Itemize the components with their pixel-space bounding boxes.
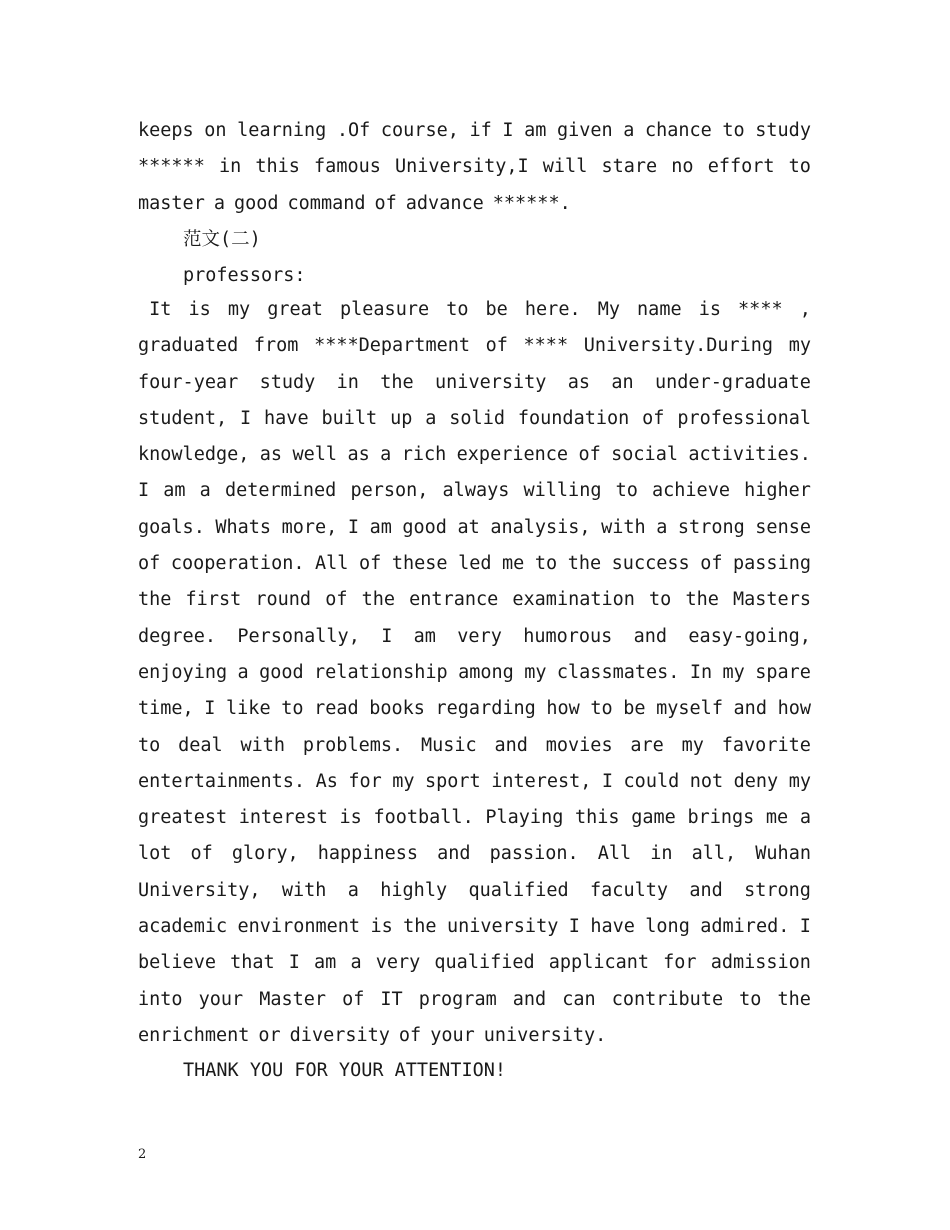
text-line: enrichment or diversity of your university. xyxy=(138,1024,607,1046)
text-line: four-year study in the university as an under-graduate xyxy=(138,371,811,393)
text-line: time, I like to read books regarding how to be myself and how xyxy=(138,698,811,720)
text-line: the first round of the entrance examination to the Masters xyxy=(138,589,811,611)
text-line: degree. Personally, I am very humorous and easy-going, xyxy=(138,625,811,647)
text-line: knowledge, as well as a rich experience of social activities. xyxy=(138,444,811,466)
text-line: greatest interest is football. Playing this game brings me a xyxy=(138,807,811,829)
text-line: of cooperation. All of these led me to the success of passing xyxy=(138,553,811,575)
text-line: graduated from ****Department of **** University.During my xyxy=(138,335,811,357)
text-line: master a good command of advance ******. xyxy=(138,192,571,214)
text-line: academic environment is the university I have long admired. I xyxy=(138,916,811,938)
paragraph-continuation xyxy=(138,113,811,222)
text-line: believe that I am a very qualified applicant for admission xyxy=(138,952,811,974)
text-line: student, I have built up a solid foundation of professional xyxy=(138,407,811,429)
text-line: lot of glory, happiness and passion. All in all, Wuhan xyxy=(138,843,811,865)
text-line: into your Master of IT program and can contribute to the xyxy=(138,988,811,1010)
salutation: professors: xyxy=(183,265,306,286)
text-line: enjoying a good relationship among my classmates. In my spare xyxy=(138,661,811,683)
text-line: entertainments. As for my sport interest, I could not deny my xyxy=(138,770,811,792)
text-line: ****** in this famous University,I will stare no effort to xyxy=(138,156,811,178)
text-line: University, with a highly qualified faculty and strong xyxy=(138,879,811,901)
section-heading: 范文(二) xyxy=(183,229,261,250)
body-paragraph xyxy=(138,292,811,1054)
text-line: I am a determined person, always willing to achieve higher xyxy=(138,480,811,502)
text-line: goals. Whats more, I am good at analysis, with a strong sense xyxy=(138,516,811,538)
page-number: 2 xyxy=(138,1147,147,1162)
text-line: It is my great pleasure to be here. My name is **** , xyxy=(138,299,811,320)
closing-line: THANK YOU FOR YOUR ATTENTION! xyxy=(183,1060,507,1081)
text-line: to deal with problems. Music and movies are my favorite xyxy=(138,734,811,756)
text-line: keeps on learning .Of course, if I am given a chance to study xyxy=(138,120,811,141)
